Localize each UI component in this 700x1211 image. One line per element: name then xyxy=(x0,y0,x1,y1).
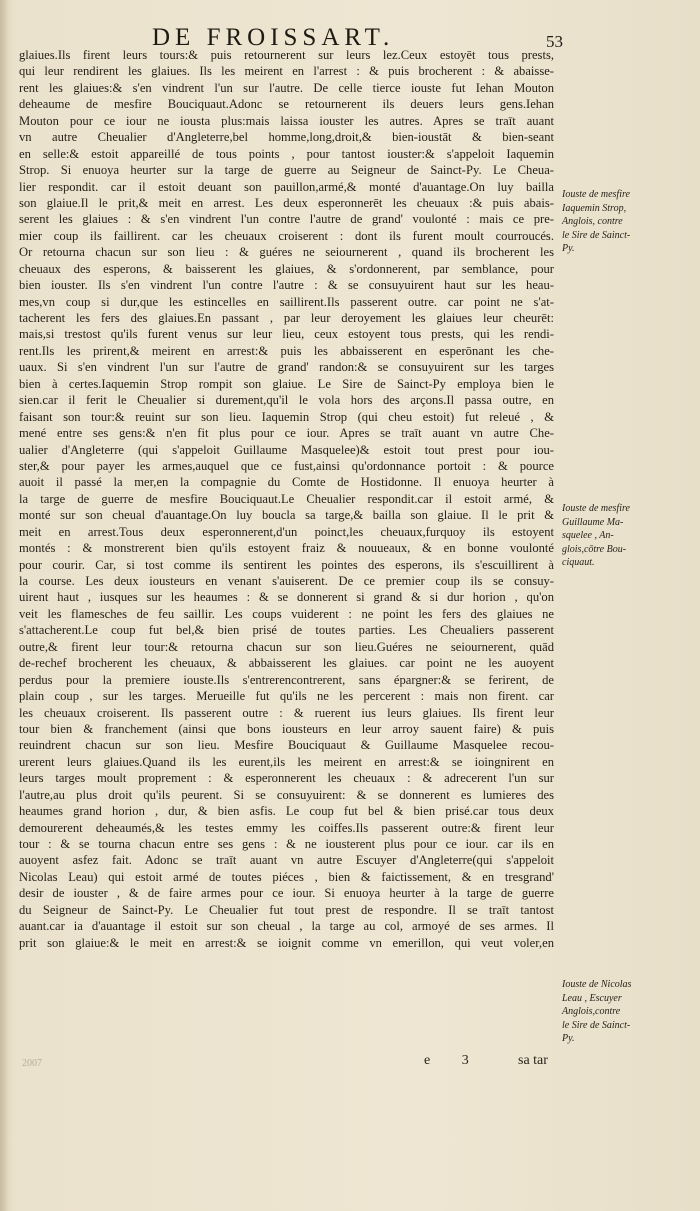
text-line: en selle:& estoit appareillé de tous points , pour tantost iouster:& s'appeloit Iaquemin xyxy=(19,146,554,161)
margin-note-line: Iouste de mesfire xyxy=(562,503,630,514)
gutter-shadow xyxy=(0,0,8,1211)
margin-note-line: le Sire de Sainct- xyxy=(562,1019,631,1031)
catchword: sa tar xyxy=(518,1053,548,1068)
text-line: veit les flamesches de feu saillir. Les coups vuiderent : ne point les fers des glaiues ne xyxy=(19,606,554,621)
text-line: bien iouster. Ils s'en vindrent l'un contre l'autre : & se consuyuirent haut sur les heau- xyxy=(19,278,554,293)
text-line: urerent leurs glaiues.Quand ils les eurent,ils les meirent en arrest:& se ioingnirent en xyxy=(19,754,554,769)
text-line: faisant son tour:& reuint sur son lieu. Iaquemin Strop (qui cheu estoit) fut releué , & xyxy=(19,409,554,424)
margin-note-line: Guillaume Ma- xyxy=(562,516,624,528)
margin-note-line: Py. xyxy=(562,243,575,254)
margin-note-line: Leau , Escuyer xyxy=(562,992,622,1004)
text-line: montés : & monstrerent bien qu'ils estoyent fraiz & nouueaux, & en bonne voulonté xyxy=(19,541,554,556)
faded-ink-mark: 2007 xyxy=(22,1058,42,1069)
main-text-block xyxy=(19,47,554,951)
margin-note-line: Anglois,contre xyxy=(562,1006,621,1017)
text-line: demourerent deheaumés,& les testes emmy les coiffes.Ils passerent outre:& firent leur xyxy=(19,820,554,835)
text-line: auoit il passé la mer,en la compagnie du Comte de Hostidonne. Il enuoya heurter à xyxy=(19,475,554,490)
margin-note-line: ciquaut. xyxy=(562,557,595,568)
text-line: plain coup , sur les targes. Merueille fut qu'ils ne les percerent : mais non firent. car xyxy=(19,689,554,704)
text-line: tour : & se tourna chacun entre ses gens : & ne iousterent plus pour ce iour. car ils en xyxy=(19,837,554,851)
margin-note-line: Iouste de mesfire xyxy=(562,189,630,200)
text-line: rent.Ils les prirent,& meirent en arrest:& puis les abbaisserent en esperōnant les che- xyxy=(19,343,554,358)
running-head: DE FROISSART. xyxy=(152,24,395,51)
margin-note-line: Iouste de Nicolas xyxy=(562,979,632,990)
margin-note-line: squelee , An- xyxy=(562,530,614,541)
text-line: ualier d'Angleterre (qui s'appeloit Guillaume Masquelee)& estoit tout prest pour iou- xyxy=(19,442,554,457)
margin-note-line: Anglois, contre xyxy=(562,216,623,227)
margin-note-line: glois,cōtre Bou- xyxy=(562,543,627,555)
text-line: lier respondit. car il estoit deuant son pauillon,armé,& monté d'auantage.On luy bailla xyxy=(19,179,554,194)
text-line: leurs targes moult proprement : & esperonnerent les cheuaux : & adrecerent l'un sur xyxy=(19,771,554,786)
text-line: prit son glaiue:& le meit en arrest:& se ioignit comme vn emerillon, qui veut voler,en xyxy=(19,935,554,950)
text-line: Nicolas Leau) qui estoit armé de toutes piéces , bien & faictissement, & en tresgrand' xyxy=(19,869,554,884)
text-line: son glaiue.Il le prit,& meit en arrest. Les deux esperonnerēt les cheuaux :& puis abais- xyxy=(19,195,554,210)
text-line: tacherent les fers des glaiues.En passant , par leur deroyement les glaiues leur cheurēt: xyxy=(19,311,554,325)
text-line: vn autre Cheualier d'Angleterre,bel homme,long,droit,& bien-ioustāt & bien-seant xyxy=(19,130,554,145)
page-number: 53 xyxy=(546,32,563,51)
margin-note-line: le Sire de Sainct- xyxy=(562,229,631,241)
text-line: ster,& pour payer les armes,auquel que ce fust,ainsi qu'ordonnance portoit : & pource xyxy=(19,458,554,473)
text-line: sien.car il ferit le Cheualier si durement,qu'il le vola hors des arçons.Il passa outre, en xyxy=(19,393,554,408)
text-line: auant.car ia d'auantage il estoit sur son cheual , la targe au col, armoyé de ses armes. Il xyxy=(19,919,554,934)
text-line: mes,vn coup si dur,que les estincelles en saillirent.Ils passerent outre. car point ne s'at- xyxy=(19,294,554,309)
text-line: reuindrent chacun sur son lieu. Mesfire Bouciquaut & Guillaume Masquelee recou- xyxy=(19,738,554,753)
text-line: heaumes grand horion , dur, & bien asfis. Le coup fut bel & bien prisé.car tous deux xyxy=(19,804,554,819)
margin-note-strop xyxy=(562,188,692,256)
text-line: deheaume de mesfire Bouciquaut.Adonc se retournerent ils deuers leurs gens.Iehan xyxy=(19,97,554,112)
text-line: uirent haut , iusques sur les heaumes : & se donnerent si grand & si dur horion , qu'on xyxy=(19,590,554,605)
page-footer xyxy=(0,1050,700,1080)
text-line: Strop. Si enuoya heurter sur la targe de guerre au Seigneur de Sainct-Py. Le Cheua- xyxy=(19,163,554,178)
text-line: mené entre ses gens:& n'en fit plus pour ce iour. Apres se traīt auant vn autre Che- xyxy=(19,426,554,441)
text-line: auoyent asfez fait. Adonc se traīt auant vn autre Escuyer d'Angleterre(qui s'appeloit xyxy=(19,853,554,868)
text-line: tour bien & franchement (ainsi que bons iousteurs en leur arroy sauent faire) & puis xyxy=(19,721,554,736)
page-header xyxy=(0,0,700,52)
text-line: meit en arrest.Tous deux esperonnerent,d'un poinct,les cheuaux,furquoy ils estoyent xyxy=(19,524,554,539)
margin-note-line: Py. xyxy=(562,1033,575,1044)
text-line: Or retourna chacun sur son lieu : & guéres ne seiournerent , quand ils brocherent les xyxy=(19,245,554,260)
text-line: l'autre,au plus droit qu'ils peurent. Si se consuyuirent: & se donnerent es lumieres des xyxy=(19,787,554,802)
text-line: de-rechef brocherent les cheuaux, & abbaisserent les glaiues. car point ne les auoyent xyxy=(19,656,554,671)
text-line: mier coup ils faillirent. car les cheuaux croiserent : dont ils furent moult courroucés. xyxy=(19,228,554,243)
text-line: s'attacherent.Le coup fut bel,& bien prisé de toutes parties. Les Cheualiers passerent xyxy=(19,623,554,638)
text-line: desir de iouster , & de faire armes pour ce iour. Si enuoya heurter à la targe de guerre xyxy=(19,886,554,901)
text-line: mais,si trestost qu'ils furent venus sur leur lieu, ceux estoyent tous prests, qui les rendi- xyxy=(19,327,554,342)
text-line: la targe de guerre de mesfire Bouciquaut.Le Cheualier respondit.car il estoit armé, & xyxy=(19,491,554,506)
margin-note-leau xyxy=(562,978,692,1046)
text-line: perdus pour la premiere iouste.Ils s'entrerencontrerent, sans épargner:& se ferirent, de xyxy=(19,672,554,687)
text-line: du Seigneur de Sainct-Py. Le Cheualier fut tout prest de respondre. Il se traīt tantost xyxy=(19,902,554,917)
text-line: la course. Les deux iousteurs en venant s'auiserent. De ce premier coup ils se consuy- xyxy=(19,574,554,588)
text-line: pour courir. Car, si tost comme ils sentirent les pointes des esperons, ils s'escuillirent à xyxy=(19,557,554,572)
text-line: outre,& firent leur tour:& retourna chacun sur son lieu.Guéres ne seiournerent, quād xyxy=(19,639,554,654)
text-line: serent les glaiues : & s'en vindrent l'un contre l'autre de grand' voulonté : mais ce pre- xyxy=(19,212,554,227)
margin-note-masquelee xyxy=(562,502,692,570)
text-line: les cheuaux croiserent. Ils passerent outre : & ruerent ius leurs glaiues. Ils firent leur xyxy=(19,705,554,720)
text-line: glaiues.Ils firent leurs tours:& puis retournerent sur leurs lez.Ceux estoyēt tous prests, xyxy=(19,48,554,62)
text-line: cheuaux des esperons, & baisserent les glaiues, & s'ordonnerent, par semblance, pour xyxy=(19,261,554,276)
text-line: monté sur son cheual d'auantage.On luy boucla sa targe,& bailla son glaiue. Il le prit & xyxy=(19,508,554,523)
text-line: uaux. Si s'en vindrent l'un sur l'autre de grand' randon:& se consuyuirent sur les targes xyxy=(19,360,554,375)
text-line: Mouton pour ce iour ne iousta plus:mais laissa iouster les autres. Apres se traīt auant xyxy=(19,113,554,128)
margin-note-line: Iaquemin Strop, xyxy=(562,202,627,214)
signature-mark: e 3 xyxy=(424,1053,483,1068)
text-line: bien à certes.Iaquemin Strop rompit son glaiue. Le Sire de Sainct-Py employa bien le xyxy=(19,376,554,391)
text-line: rent les glaiues:& s'en vindrent l'un sur l'autre. De celle tierce iouste fut Iehan Mouton xyxy=(19,80,554,95)
text-line: qui leur rendirent les glaiues. Ils les meirent en l'arrest : & puis brocherent : & abaisse- xyxy=(19,64,554,79)
